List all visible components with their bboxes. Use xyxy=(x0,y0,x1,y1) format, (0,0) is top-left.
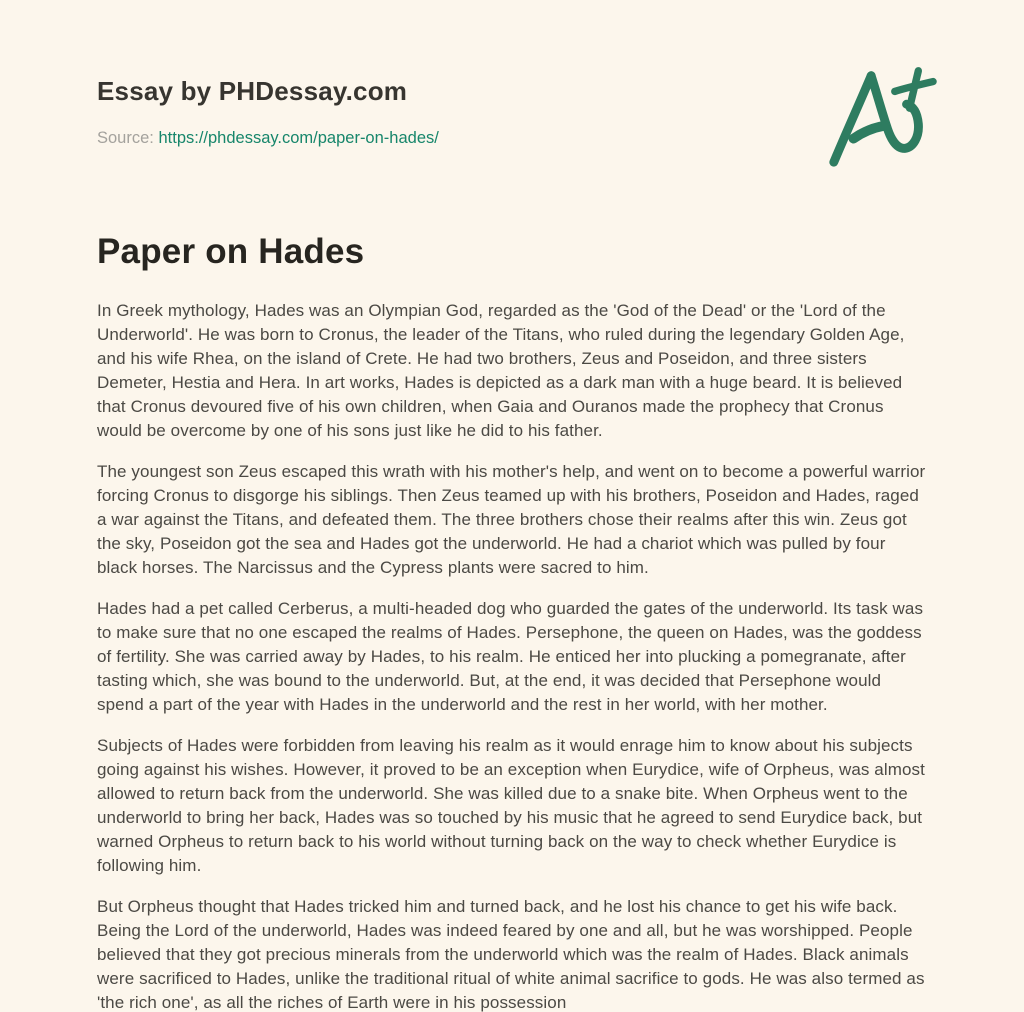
page-title: Essay by PHDessay.com xyxy=(97,76,408,106)
phdessay-a-plus-logo-icon xyxy=(821,60,939,172)
essay-content xyxy=(97,232,927,1012)
essay-paragraph: Subjects of Hades were forbidden from leaving his realm as it would enrage him to know about his subjects going against his wishes. However, it proved to be an exception when Eurydice, wife of Orpheus, was almost allowed to return back from the underworld. She was killed due to a snake bite. When Orpheus went to the underworld to bring her back, Hades was so touched by his music that he agreed to send Eurydice back, but warned Orpheus to return back to his world without turning back on the way to check whether Eurydice is following him. xyxy=(97,736,925,875)
page-header xyxy=(97,76,927,148)
essay-paragraph: In Greek mythology, Hades was an Olympian God, regarded as the 'God of the Dead' or the 'Lord of the Underworld'. He was born to Cronus, the leader of the Titans, who ruled during the legendary Golden Age, and his wife Rhea, on the island of Crete. He had two brothers, Zeus and Poseidon, and three sisters Demeter, Hestia and Hera. In art works, Hades is depicted as a dark man with a huge beard. It is believed that Cronus devoured five of his own children, when Gaia and Ouranos made the prophecy that Cronus would be overcome by one of his sons just like he did to his father. xyxy=(97,301,905,440)
essay-title: Paper on Hades xyxy=(97,232,365,271)
essay-paragraphs xyxy=(97,299,927,1012)
source-line xyxy=(97,129,927,148)
essay-paragraph: Hades had a pet called Cerberus, a multi-headed dog who guarded the gates of the underworld. Its task was to make sure that no one escaped the realms of Hades. Persephone, the queen on Hades, was the goddess of fertility. She was carried away by Hades, to his realm. He enticed her into plucking a pomegranate, after tasting which, she was bound to the underworld. But, at the end, it was decided that Persephone would spend a part of the year with Hades in the underworld and the rest in her world, with her mother. xyxy=(97,599,924,714)
essay-paragraph: The youngest son Zeus escaped this wrath with his mother's help, and went on to become a powerful warrior forcing Cronus to disgorge his siblings. Then Zeus teamed up with his brothers, Poseidon and Hades, raged a war against the Titans, and defeated them. The three brothers chose their realms after this win. Zeus got the sky, Poseidon got the sea and Hades got the underworld. He had a chariot which was pulled by four black horses. The Narcissus and the Cypress plants were sacred to him. xyxy=(97,462,926,577)
source-link[interactable]: https://phdessay.com/paper-on-hades/ xyxy=(158,129,439,147)
source-label: Source: xyxy=(97,129,154,147)
essay-paragraph: But Orpheus thought that Hades tricked him and turned back, and he lost his chance to get his wife back. Being the Lord of the underworld, Hades was indeed feared by one and all, but he was worshipped. People believed that they got precious minerals from the underworld which was the realm of Hades. Black animals were sacrificed to Hades, unlike the traditional ritual of white animal sacrifice to gods. He was also termed as 'the rich one', as all the riches of Earth were in his possession xyxy=(97,897,925,1012)
